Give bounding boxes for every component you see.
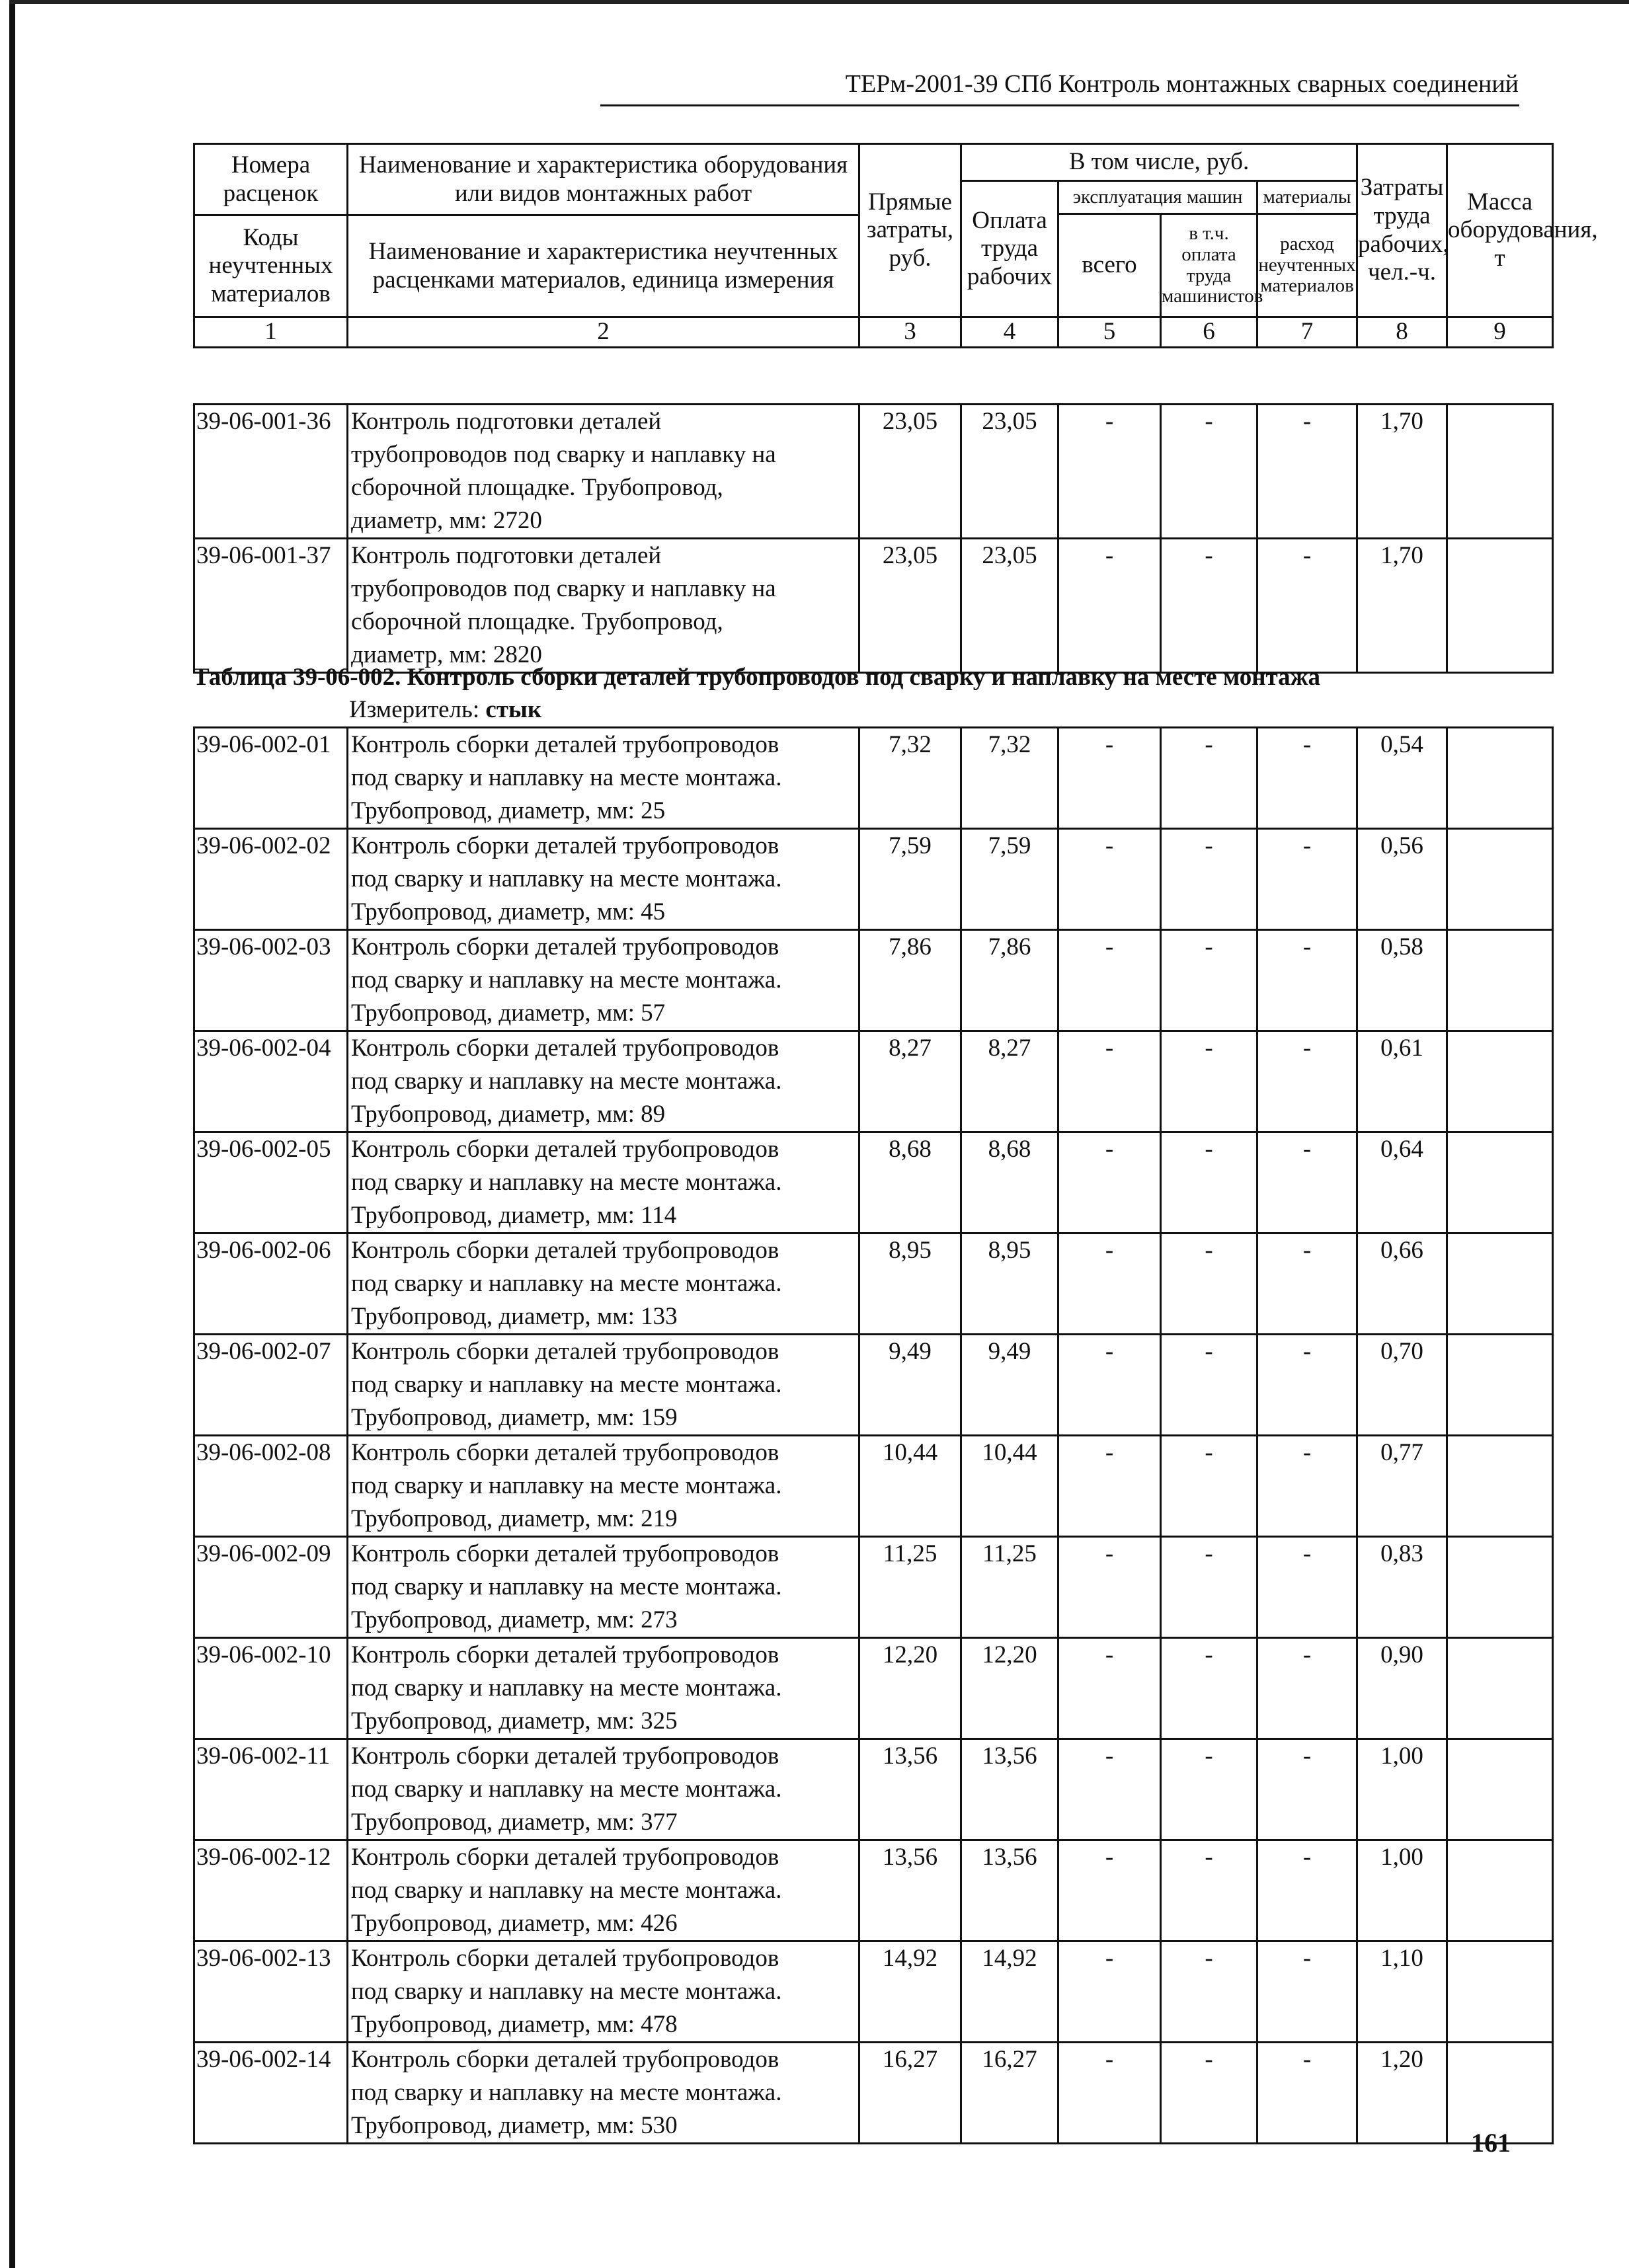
machinist-wages: - xyxy=(1161,1840,1257,1941)
machine-total: - xyxy=(1058,930,1161,1031)
rate-name-line: под сварку и наплавку на месте монтажа. xyxy=(351,1472,782,1499)
rate-name-line: Контроль сборки деталей трубопроводов xyxy=(351,1540,779,1567)
col-num-7: 7 xyxy=(1257,317,1357,348)
rate-name-line: под сварку и наплавку на месте монтажа. xyxy=(351,1573,782,1600)
col-num-6: 6 xyxy=(1161,317,1257,348)
rate-name xyxy=(348,2043,859,2144)
rate-name-line: Трубопровод, диаметр, мм: 159 xyxy=(351,1404,678,1431)
col-machinist-wages: в т.ч. оплата труда машинистов xyxy=(1161,214,1257,317)
table-row xyxy=(194,405,1553,539)
rate-name xyxy=(348,539,859,673)
direct-costs: 8,68 xyxy=(859,1132,961,1233)
labor-wages: 12,20 xyxy=(961,1638,1058,1739)
rate-code: 39-06-002-12 xyxy=(194,1840,348,1941)
machine-total: - xyxy=(1058,1537,1161,1638)
col-num-2: 2 xyxy=(348,317,859,348)
rate-code: 39-06-002-03 xyxy=(194,930,348,1031)
rate-name-line: Трубопровод, диаметр, мм: 57 xyxy=(351,999,666,1027)
rate-name-line: Контроль сборки деталей трубопроводов xyxy=(351,933,779,960)
labor-wages: 7,59 xyxy=(961,829,1058,930)
equipment-mass xyxy=(1447,1537,1553,1638)
rate-name-line: Трубопровод, диаметр, мм: 325 xyxy=(351,1707,678,1735)
direct-costs: 9,49 xyxy=(859,1335,961,1436)
scan-top-edge xyxy=(9,0,1629,4)
labor-wages: 7,32 xyxy=(961,728,1058,829)
equipment-mass xyxy=(1447,728,1553,829)
rate-name-line: под сварку и наплавку на месте монтажа. xyxy=(351,1270,782,1297)
table-title: Таблица 39-06-002. Контроль сборки деталей трубопроводов под сварку и наплавку на месте монтажа xyxy=(193,664,1320,691)
machine-total: - xyxy=(1058,1941,1161,2043)
labor-wages: 8,27 xyxy=(961,1031,1058,1132)
col-num-9: 9 xyxy=(1447,317,1553,348)
col-rate-no: Номера расценок xyxy=(194,144,348,215)
materials-use: - xyxy=(1257,1335,1357,1436)
col-num-3: 3 xyxy=(859,317,961,348)
col-incl: В том числе, руб. xyxy=(961,144,1357,181)
labor-cost: 1,00 xyxy=(1357,1840,1447,1941)
machine-total: - xyxy=(1058,1031,1161,1132)
rate-name-line: Трубопровод, диаметр, мм: 426 xyxy=(351,1910,678,1937)
equipment-mass xyxy=(1447,1840,1553,1941)
rate-name-line: под сварку и наплавку на месте монтажа. xyxy=(351,1978,782,2005)
rate-code: 39-06-002-14 xyxy=(194,2043,348,2144)
labor-cost: 0,77 xyxy=(1357,1436,1447,1537)
rate-name xyxy=(348,1335,859,1436)
rate-code: 39-06-002-13 xyxy=(194,1941,348,2043)
machine-total: - xyxy=(1058,405,1161,539)
labor-cost: 1,10 xyxy=(1357,1941,1447,2043)
labor-wages: 8,68 xyxy=(961,1132,1058,1233)
materials-use: - xyxy=(1257,1031,1357,1132)
labor-cost: 0,66 xyxy=(1357,1233,1447,1335)
table-row xyxy=(194,1739,1553,1840)
machinist-wages: - xyxy=(1161,1031,1257,1132)
col-total: всего xyxy=(1058,214,1161,317)
rate-name-line: Трубопровод, диаметр, мм: 530 xyxy=(351,2112,678,2139)
running-header: ТЕРм-2001-39 СПб Контроль монтажных сварных соединений xyxy=(845,70,1519,98)
table-row xyxy=(194,829,1553,930)
materials-use: - xyxy=(1257,930,1357,1031)
col-mat-name: Наименование и характеристика неучтенных расценками материалов, единица измерения xyxy=(348,215,859,317)
equipment-mass xyxy=(1447,1233,1553,1335)
machinist-wages: - xyxy=(1161,1537,1257,1638)
table-row xyxy=(194,1436,1553,1537)
direct-costs: 14,92 xyxy=(859,1941,961,2043)
labor-wages: 13,56 xyxy=(961,1840,1058,1941)
machinist-wages: - xyxy=(1161,405,1257,539)
rate-name xyxy=(348,1537,859,1638)
machinist-wages: - xyxy=(1161,930,1257,1031)
labor-cost: 0,70 xyxy=(1357,1335,1447,1436)
direct-costs: 8,95 xyxy=(859,1233,961,1335)
rates-table-001 xyxy=(193,403,1554,674)
rate-name xyxy=(348,1638,859,1739)
rate-name-line: Трубопровод, диаметр, мм: 89 xyxy=(351,1101,666,1128)
table-row xyxy=(194,1840,1553,1941)
rate-name-line: под сварку и наплавку на месте монтажа. xyxy=(351,1068,782,1095)
labor-wages: 23,05 xyxy=(961,539,1058,673)
labor-wages: 13,56 xyxy=(961,1739,1058,1840)
machine-total: - xyxy=(1058,728,1161,829)
rate-name-line: Контроль подготовки деталей xyxy=(351,408,662,435)
col-num-4: 4 xyxy=(961,317,1058,348)
rate-code: 39-06-002-06 xyxy=(194,1233,348,1335)
rate-name-line: Контроль сборки деталей трубопроводов xyxy=(351,1035,779,1062)
page-number: 161 xyxy=(1471,2128,1511,2158)
direct-costs: 8,27 xyxy=(859,1031,961,1132)
materials-use: - xyxy=(1257,1233,1357,1335)
col-machine-op: эксплуатация машин xyxy=(1058,181,1257,214)
labor-wages: 7,86 xyxy=(961,930,1058,1031)
labor-cost: 0,83 xyxy=(1357,1537,1447,1638)
direct-costs: 23,05 xyxy=(859,539,961,673)
machinist-wages: - xyxy=(1161,1335,1257,1436)
machine-total: - xyxy=(1058,1335,1161,1436)
rate-code: 39-06-002-05 xyxy=(194,1132,348,1233)
rate-name-line: сборочной площадке. Трубопровод, xyxy=(351,608,723,635)
materials-use: - xyxy=(1257,1132,1357,1233)
col-mat-codes: Коды неучтенных материалов xyxy=(194,215,348,317)
machinist-wages: - xyxy=(1161,829,1257,930)
rate-name-line: трубопроводов под сварку и наплавку на xyxy=(351,441,776,468)
col-num-1: 1 xyxy=(194,317,348,348)
machine-total: - xyxy=(1058,1132,1161,1233)
table-row xyxy=(194,1335,1553,1436)
rate-code: 39-06-002-07 xyxy=(194,1335,348,1436)
rate-name-line: Трубопровод, диаметр, мм: 273 xyxy=(351,1606,678,1633)
equipment-mass xyxy=(1447,1941,1553,2043)
materials-use: - xyxy=(1257,829,1357,930)
rate-name-line: Трубопровод, диаметр, мм: 478 xyxy=(351,2011,678,2038)
rate-name-line: Контроль сборки деталей трубопроводов xyxy=(351,1641,779,1668)
labor-cost: 0,56 xyxy=(1357,829,1447,930)
direct-costs: 10,44 xyxy=(859,1436,961,1537)
machinist-wages: - xyxy=(1161,728,1257,829)
equipment-mass xyxy=(1447,1335,1553,1436)
col-name: Наименование и характеристика оборудования или видов монтажных работ xyxy=(348,144,859,215)
equipment-mass xyxy=(1447,829,1553,930)
rate-name-line: под сварку и наплавку на месте монтажа. xyxy=(351,1169,782,1196)
machine-total: - xyxy=(1058,1436,1161,1537)
machine-total: - xyxy=(1058,1739,1161,1840)
col-labor-wages: Оплата труда рабочих xyxy=(961,181,1058,317)
equipment-mass xyxy=(1447,1436,1553,1537)
materials-use: - xyxy=(1257,1941,1357,2043)
rate-name xyxy=(348,728,859,829)
materials-use: - xyxy=(1257,1739,1357,1840)
rate-name-line: под сварку и наплавку на месте монтажа. xyxy=(351,1776,782,1803)
col-labor-cost: Затраты труда рабочих, чел.-ч. xyxy=(1357,144,1447,317)
rate-code: 39-06-002-02 xyxy=(194,829,348,930)
rate-name-line: Контроль сборки деталей трубопроводов xyxy=(351,1439,779,1466)
rate-name xyxy=(348,930,859,1031)
table-row xyxy=(194,930,1553,1031)
direct-costs: 13,56 xyxy=(859,1840,961,1941)
rate-name xyxy=(348,1233,859,1335)
table-row xyxy=(194,1031,1553,1132)
materials-use: - xyxy=(1257,405,1357,539)
rate-name-line: под сварку и наплавку на месте монтажа. xyxy=(351,865,782,892)
table-row xyxy=(194,1233,1553,1335)
rate-name-line: сборочной площадке. Трубопровод, xyxy=(351,474,723,501)
rate-name-line: Контроль сборки деталей трубопроводов xyxy=(351,832,779,859)
rate-name xyxy=(348,1031,859,1132)
rate-name-line: трубопроводов под сварку и наплавку на xyxy=(351,575,776,602)
materials-use: - xyxy=(1257,728,1357,829)
direct-costs: 11,25 xyxy=(859,1537,961,1638)
machine-total: - xyxy=(1058,1638,1161,1739)
rate-name-line: Контроль сборки деталей трубопроводов xyxy=(351,2046,779,2073)
rate-name-line: под сварку и наплавку на месте монтажа. xyxy=(351,764,782,791)
col-num-5: 5 xyxy=(1058,317,1161,348)
materials-use: - xyxy=(1257,1638,1357,1739)
equipment-mass xyxy=(1447,1132,1553,1233)
materials-use: - xyxy=(1257,1840,1357,1941)
labor-wages: 14,92 xyxy=(961,1941,1058,2043)
rate-name xyxy=(348,1941,859,2043)
rate-name-line: Трубопровод, диаметр, мм: 133 xyxy=(351,1303,678,1330)
labor-cost: 0,90 xyxy=(1357,1638,1447,1739)
machinist-wages: - xyxy=(1161,1638,1257,1739)
equipment-mass xyxy=(1447,1638,1553,1739)
materials-use: - xyxy=(1257,2043,1357,2144)
table-row xyxy=(194,728,1553,829)
rate-name xyxy=(348,1436,859,1537)
rate-code: 39-06-002-08 xyxy=(194,1436,348,1537)
rate-code: 39-06-001-37 xyxy=(194,539,348,673)
materials-use: - xyxy=(1257,1537,1357,1638)
rate-name-line: Контроль сборки деталей трубопроводов xyxy=(351,1844,779,1871)
rate-name-line: Контроль сборки деталей трубопроводов xyxy=(351,731,779,758)
rate-name-line: диаметр, мм: 2820 xyxy=(351,641,542,668)
equipment-mass xyxy=(1447,405,1553,539)
machinist-wages: - xyxy=(1161,1132,1257,1233)
rate-name-line: Трубопровод, диаметр, мм: 377 xyxy=(351,1809,678,1836)
table-row xyxy=(194,1537,1553,1638)
col-num-8: 8 xyxy=(1357,317,1447,348)
rate-name-line: Контроль подготовки деталей xyxy=(351,542,662,569)
direct-costs: 23,05 xyxy=(859,405,961,539)
rate-name-line: Трубопровод, диаметр, мм: 219 xyxy=(351,1505,678,1532)
rate-code: 39-06-002-01 xyxy=(194,728,348,829)
direct-costs: 12,20 xyxy=(859,1638,961,1739)
meter-value: стык xyxy=(485,696,542,723)
rates-table-002 xyxy=(193,726,1554,2144)
labor-cost: 0,64 xyxy=(1357,1132,1447,1233)
labor-cost: 1,70 xyxy=(1357,405,1447,539)
rate-name-line: Трубопровод, диаметр, мм: 45 xyxy=(351,898,666,925)
meter-label: Измеритель: xyxy=(349,696,480,723)
labor-cost: 1,70 xyxy=(1357,539,1447,673)
machine-total: - xyxy=(1058,1840,1161,1941)
rate-name-line: Контроль сборки деталей трубопроводов xyxy=(351,1945,779,1972)
rate-name xyxy=(348,1739,859,1840)
materials-use: - xyxy=(1257,1436,1357,1537)
rate-name xyxy=(348,1840,859,1941)
labor-wages: 16,27 xyxy=(961,2043,1058,2144)
rate-code: 39-06-002-11 xyxy=(194,1739,348,1840)
equipment-mass xyxy=(1447,539,1553,673)
labor-cost: 1,00 xyxy=(1357,1739,1447,1840)
table-row xyxy=(194,539,1553,673)
machinist-wages: - xyxy=(1161,2043,1257,2144)
col-equip-mass: Масса оборудования, т xyxy=(1447,144,1553,317)
rate-name-line: под сварку и наплавку на месте монтажа. xyxy=(351,966,782,994)
direct-costs: 7,32 xyxy=(859,728,961,829)
rate-code: 39-06-002-04 xyxy=(194,1031,348,1132)
col-unaccounted-use: расход неучтенных материалов xyxy=(1257,214,1357,317)
equipment-mass xyxy=(1447,930,1553,1031)
labor-wages: 8,95 xyxy=(961,1233,1058,1335)
rate-name-line: Трубопровод, диаметр, мм: 25 xyxy=(351,797,666,824)
rate-name xyxy=(348,405,859,539)
machinist-wages: - xyxy=(1161,1436,1257,1537)
col-materials: материалы xyxy=(1257,181,1357,214)
rate-code: 39-06-002-10 xyxy=(194,1638,348,1739)
equipment-mass xyxy=(1447,1739,1553,1840)
labor-cost: 0,61 xyxy=(1357,1031,1447,1132)
table-row xyxy=(194,1941,1553,2043)
rate-name-line: под сварку и наплавку на месте монтажа. xyxy=(351,1371,782,1398)
direct-costs: 7,86 xyxy=(859,930,961,1031)
machinist-wages: - xyxy=(1161,539,1257,673)
table-row xyxy=(194,1132,1553,1233)
rate-name-line: под сварку и наплавку на месте монтажа. xyxy=(351,1877,782,1904)
machinist-wages: - xyxy=(1161,1941,1257,2043)
rate-code: 39-06-001-36 xyxy=(194,405,348,539)
equipment-mass xyxy=(1447,1031,1553,1132)
machine-total: - xyxy=(1058,829,1161,930)
labor-wages: 23,05 xyxy=(961,405,1058,539)
labor-wages: 10,44 xyxy=(961,1436,1058,1537)
machine-total: - xyxy=(1058,2043,1161,2144)
rate-name xyxy=(348,829,859,930)
header-rule xyxy=(600,104,1519,106)
direct-costs: 7,59 xyxy=(859,829,961,930)
rate-name-line: Контроль сборки деталей трубопроводов xyxy=(351,1338,779,1365)
materials-use: - xyxy=(1257,539,1357,673)
rate-name-line: Контроль сборки деталей трубопроводов xyxy=(351,1136,779,1163)
labor-cost: 0,54 xyxy=(1357,728,1447,829)
direct-costs: 13,56 xyxy=(859,1739,961,1840)
rate-name-line: Трубопровод, диаметр, мм: 114 xyxy=(351,1202,677,1229)
machine-total: - xyxy=(1058,1233,1161,1335)
labor-wages: 11,25 xyxy=(961,1537,1058,1638)
rate-name-line: под сварку и наплавку на месте монтажа. xyxy=(351,1674,782,1701)
machinist-wages: - xyxy=(1161,1233,1257,1335)
machine-total: - xyxy=(1058,539,1161,673)
rate-name xyxy=(348,1132,859,1233)
rate-name-line: диаметр, мм: 2720 xyxy=(351,507,542,534)
rate-code: 39-06-002-09 xyxy=(194,1537,348,1638)
labor-cost: 0,58 xyxy=(1357,930,1447,1031)
meter-line xyxy=(349,695,541,724)
table-row xyxy=(194,2043,1553,2144)
col-direct-costs: Прямые затраты, руб. xyxy=(859,144,961,317)
labor-cost: 1,20 xyxy=(1357,2043,1447,2144)
direct-costs: 16,27 xyxy=(859,2043,961,2144)
rate-name-line: Контроль сборки деталей трубопроводов xyxy=(351,1742,779,1770)
table-row xyxy=(194,1638,1553,1739)
machinist-wages: - xyxy=(1161,1739,1257,1840)
labor-wages: 9,49 xyxy=(961,1335,1058,1436)
table-header xyxy=(193,143,1598,348)
rate-name-line: Контроль сборки деталей трубопроводов xyxy=(351,1237,779,1264)
rate-name-line: под сварку и наплавку на месте монтажа. xyxy=(351,2079,782,2106)
scan-left-edge xyxy=(9,0,15,2268)
